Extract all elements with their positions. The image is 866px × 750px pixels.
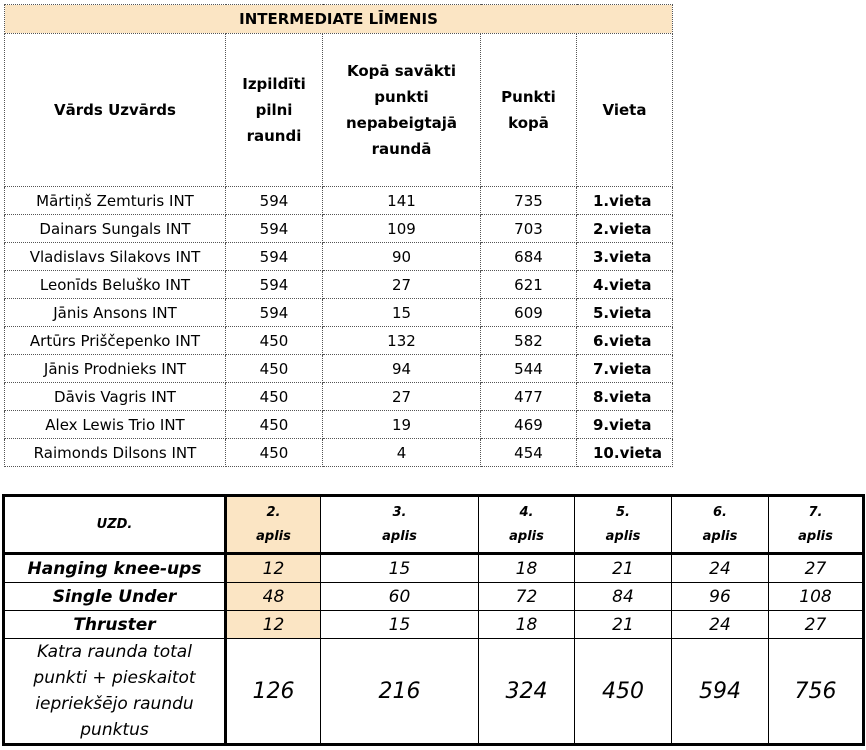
- header-partial-points: Kopā savākti punkti nepabeigtajā raundā: [323, 34, 481, 187]
- place-cell: 7.vieta: [577, 355, 673, 383]
- round-total-cell: 126: [226, 639, 321, 745]
- exercise-name: Hanging knee-ups: [4, 554, 226, 583]
- rep-count-cell: 21: [575, 611, 672, 639]
- table-row: [5, 215, 673, 243]
- rep-count-cell: 96: [672, 583, 769, 611]
- athlete-name: Jānis Ansons INT: [5, 299, 226, 327]
- exercise-row: [4, 583, 864, 611]
- round-header: 4. aplis: [479, 496, 575, 554]
- rep-count-cell: 18: [479, 611, 575, 639]
- exercise-name: Thruster: [4, 611, 226, 639]
- rep-count-cell: 72: [479, 583, 575, 611]
- full-rounds-cell: 450: [226, 327, 323, 355]
- full-rounds-cell: 594: [226, 299, 323, 327]
- round-header: 7. aplis: [769, 496, 864, 554]
- athlete-name: Dainars Sungals INT: [5, 215, 226, 243]
- rep-count-cell: 18: [479, 554, 575, 583]
- partial-points-cell: 90: [323, 243, 481, 271]
- athlete-name: Jānis Prodnieks INT: [5, 355, 226, 383]
- full-rounds-cell: 450: [226, 411, 323, 439]
- full-rounds-cell: 450: [226, 383, 323, 411]
- total-points-cell: 684: [481, 243, 577, 271]
- workout-corner-label: UZD.: [4, 496, 226, 554]
- rep-count-cell: 108: [769, 583, 864, 611]
- totals-label: Katra raunda total punkti + pieskaitot iepriekšējo raundu punktus: [4, 639, 226, 745]
- round-header: 3. aplis: [321, 496, 479, 554]
- total-points-cell: 609: [481, 299, 577, 327]
- rep-count-cell: 15: [321, 611, 479, 639]
- total-points-cell: 621: [481, 271, 577, 299]
- header-place: Vieta: [577, 34, 673, 187]
- place-cell: 10.vieta: [577, 439, 673, 467]
- total-points-cell: 469: [481, 411, 577, 439]
- full-rounds-cell: 594: [226, 187, 323, 215]
- table-row: [5, 383, 673, 411]
- rep-count-cell: 24: [672, 611, 769, 639]
- partial-points-cell: 15: [323, 299, 481, 327]
- full-rounds-cell: 594: [226, 215, 323, 243]
- partial-points-cell: 19: [323, 411, 481, 439]
- round-header: 6. aplis: [672, 496, 769, 554]
- rep-count-cell: 60: [321, 583, 479, 611]
- table-row: [5, 411, 673, 439]
- rep-count-cell: 15: [321, 554, 479, 583]
- round-total-cell: 324: [479, 639, 575, 745]
- round-total-cell: 450: [575, 639, 672, 745]
- workout-table: [2, 494, 865, 746]
- place-cell: 3.vieta: [577, 243, 673, 271]
- rep-count-cell: 48: [226, 583, 321, 611]
- exercise-name: Single Under: [4, 583, 226, 611]
- round-total-cell: 594: [672, 639, 769, 745]
- total-points-cell: 703: [481, 215, 577, 243]
- partial-points-cell: 132: [323, 327, 481, 355]
- table-row: [5, 355, 673, 383]
- partial-points-cell: 4: [323, 439, 481, 467]
- partial-points-cell: 109: [323, 215, 481, 243]
- total-points-cell: 454: [481, 439, 577, 467]
- table-row: [5, 439, 673, 467]
- place-cell: 5.vieta: [577, 299, 673, 327]
- athlete-name: Raimonds Dilsons INT: [5, 439, 226, 467]
- total-points-cell: 582: [481, 327, 577, 355]
- full-rounds-cell: 594: [226, 271, 323, 299]
- round-header: 2. aplis: [226, 496, 321, 554]
- table-row: [5, 243, 673, 271]
- full-rounds-cell: 594: [226, 243, 323, 271]
- place-cell: 4.vieta: [577, 271, 673, 299]
- partial-points-cell: 141: [323, 187, 481, 215]
- place-cell: 9.vieta: [577, 411, 673, 439]
- athlete-name: Alex Lewis Trio INT: [5, 411, 226, 439]
- table-row: [5, 187, 673, 215]
- place-cell: 8.vieta: [577, 383, 673, 411]
- round-header: 5. aplis: [575, 496, 672, 554]
- partial-points-cell: 27: [323, 383, 481, 411]
- place-cell: 1.vieta: [577, 187, 673, 215]
- athlete-name: Vladislavs Silakovs INT: [5, 243, 226, 271]
- total-points-cell: 544: [481, 355, 577, 383]
- round-total-cell: 216: [321, 639, 479, 745]
- header-total-points: Punkti kopā: [481, 34, 577, 187]
- full-rounds-cell: 450: [226, 355, 323, 383]
- round-total-cell: 756: [769, 639, 864, 745]
- athlete-name: Leonīds Beluško INT: [5, 271, 226, 299]
- rep-count-cell: 24: [672, 554, 769, 583]
- partial-points-cell: 27: [323, 271, 481, 299]
- place-cell: 6.vieta: [577, 327, 673, 355]
- table-row: [5, 299, 673, 327]
- header-full-rounds: Izpildīti pilni raundi: [226, 34, 323, 187]
- table-row: [5, 271, 673, 299]
- rep-count-cell: 27: [769, 554, 864, 583]
- rep-count-cell: 12: [226, 611, 321, 639]
- rep-count-cell: 27: [769, 611, 864, 639]
- exercise-row: [4, 554, 864, 583]
- leaderboard-title: INTERMEDIATE LĪMENIS: [5, 5, 673, 34]
- athlete-name: Artūrs Priščepenko INT: [5, 327, 226, 355]
- partial-points-cell: 94: [323, 355, 481, 383]
- total-points-cell: 477: [481, 383, 577, 411]
- exercise-row: [4, 611, 864, 639]
- rep-count-cell: 84: [575, 583, 672, 611]
- place-cell: 2.vieta: [577, 215, 673, 243]
- total-points-cell: 735: [481, 187, 577, 215]
- full-rounds-cell: 450: [226, 439, 323, 467]
- athlete-name: Mārtiņš Zemturis INT: [5, 187, 226, 215]
- rep-count-cell: 12: [226, 554, 321, 583]
- table-row: [5, 327, 673, 355]
- athlete-name: Dāvis Vagris INT: [5, 383, 226, 411]
- header-name: Vārds Uzvārds: [5, 34, 226, 187]
- rep-count-cell: 21: [575, 554, 672, 583]
- leaderboard-table: [4, 4, 673, 467]
